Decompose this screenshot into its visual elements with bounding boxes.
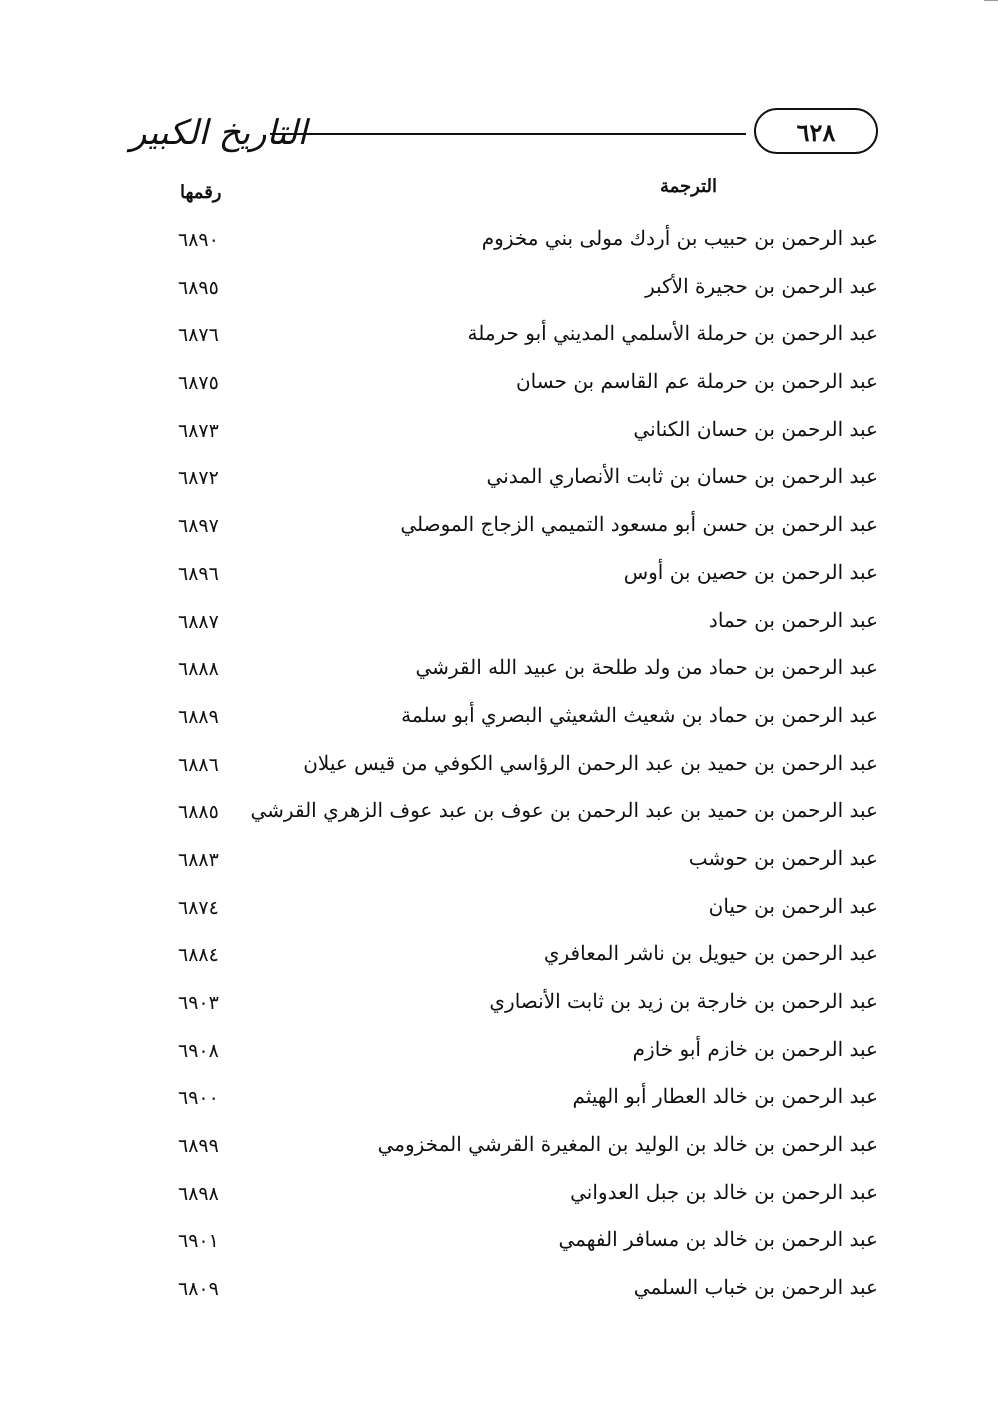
entry-name: عبد الرحمن بن حجيرة الأكبر <box>645 273 878 298</box>
entry-name: عبد الرحمن بن حسان بن ثابت الأنصاري المدني <box>486 464 878 489</box>
entry-number: ٦٨٨٦ <box>178 753 219 776</box>
index-row <box>150 890 878 938</box>
entry-number: ٦٨٧٣ <box>178 419 219 442</box>
entry-number: ٦٨٨٧ <box>178 610 219 633</box>
entry-number: ٦٩٠٠ <box>178 1087 219 1110</box>
index-row <box>150 1271 878 1319</box>
entry-name: عبد الرحمن بن حرملة الأسلمي المديني أبو حرملة <box>467 321 878 346</box>
entry-number: ٦٨٨٨ <box>178 658 219 681</box>
entry-name: عبد الرحمن بن خارجة بن زيد بن ثابت الأنصاري <box>489 989 878 1013</box>
index-row <box>150 794 878 842</box>
translation-column-header: الترجمة <box>660 176 718 197</box>
index-row <box>150 651 878 699</box>
entry-name: عبد الرحمن بن حصين بن أوس <box>623 559 878 584</box>
header-rule <box>270 133 746 135</box>
entry-name: عبد الرحمن بن حسان الكناني <box>633 416 878 441</box>
entry-number: ٦٨٩٠ <box>178 229 219 251</box>
entry-number: ٦٨٨٩ <box>178 705 219 728</box>
entry-number: ٦٨٩٧ <box>178 515 219 538</box>
index-row <box>150 1033 878 1081</box>
entry-number: ٦٨٩٨ <box>178 1182 219 1205</box>
number-column-header: رقمها <box>180 182 222 203</box>
index-row <box>150 365 878 413</box>
entry-number: ٦٩٠١ <box>178 1230 219 1253</box>
entry-number: ٦٨٩٩ <box>178 1135 219 1158</box>
entry-name: عبد الرحمن بن خالد بن مسافر الفهمي <box>558 1227 878 1252</box>
index-row <box>150 699 878 747</box>
index-row <box>150 222 878 270</box>
entry-name: عبد الرحمن بن حميد بن عبد الرحمن الرؤاسي الكوفي من قيس عيلان <box>303 750 878 775</box>
entry-number: ٦٨٩٥ <box>178 276 219 299</box>
entry-number: ٦٨٧٦ <box>178 324 219 347</box>
page-header <box>130 108 878 160</box>
index-row <box>150 842 878 890</box>
entry-name: عبد الرحمن بن حيان <box>708 893 878 918</box>
entry-number: ٦٨٧٥ <box>178 372 219 395</box>
entry-name: عبد الرحمن بن حوشب <box>688 845 878 870</box>
entry-name: عبد الرحمن بن حماد بن شعيث الشعيثي البصري أبو سلمة <box>401 702 878 727</box>
entry-number: ٦٨٨٤ <box>178 944 219 967</box>
entry-number: ٦٨٨٥ <box>178 801 219 824</box>
corner-scan-mark <box>984 0 998 11</box>
entry-name: عبد الرحمن بن حرملة عم القاسم بن حسان <box>515 369 878 394</box>
index-row <box>150 985 878 1033</box>
index-row <box>150 556 878 604</box>
index-row <box>150 508 878 556</box>
entry-name: عبد الرحمن بن حيويل بن ناشر المعافري <box>543 941 878 966</box>
index-row <box>150 604 878 652</box>
entry-number: ٦٩٠٨ <box>178 1039 219 1062</box>
entry-number: ٦٨٧٤ <box>178 896 219 919</box>
index-row <box>150 270 878 318</box>
entry-name: عبد الرحمن بن خالد بن جبل العدواني <box>570 1179 878 1204</box>
entry-name: عبد الرحمن بن حماد من ولد طلحة بن عبيد الله القرشي <box>415 655 878 680</box>
index-row <box>150 1176 878 1224</box>
index-row <box>150 1223 878 1271</box>
entry-number: ٦٨٠٩ <box>178 1278 219 1301</box>
entry-name: عبد الرحمن بن حسن أبو مسعود التميمي الزجاج الموصلي <box>400 512 878 537</box>
entry-name: عبد الرحمن بن حميد بن عبد الرحمن بن عوف بن عبد عوف الزهري القرشي <box>250 798 878 823</box>
entry-number: ٦٨٩٦ <box>178 562 219 585</box>
index-row <box>150 1080 878 1128</box>
entry-name: عبد الرحمن بن خالد العطار أبو الهيثم <box>572 1084 878 1109</box>
entry-number: ٦٨٧٢ <box>178 467 219 490</box>
page-number-badge: ٦٢٨ <box>754 108 878 154</box>
entry-number: ٦٨٨٣ <box>178 848 219 871</box>
column-headers <box>130 176 878 206</box>
index-table <box>150 222 878 1319</box>
index-row <box>150 1128 878 1176</box>
entry-name: عبد الرحمن بن حبيب بن أردك مولى بني مخزوم <box>481 226 878 250</box>
index-row <box>150 413 878 461</box>
entry-name: عبد الرحمن بن حماد <box>708 607 878 632</box>
entry-name: عبد الرحمن بن خالد بن الوليد بن المغيرة القرشي المخزومي <box>377 1132 878 1157</box>
entry-name: عبد الرحمن بن خازم أبو خازم <box>632 1036 878 1061</box>
entry-name: عبد الرحمن بن خباب السلمي <box>633 1275 878 1300</box>
index-row <box>150 317 878 365</box>
book-title: التاريخ الكبير <box>130 113 307 153</box>
index-row <box>150 937 878 985</box>
index-row <box>150 747 878 795</box>
entry-number: ٦٩٠٣ <box>178 992 219 1014</box>
index-row <box>150 460 878 508</box>
